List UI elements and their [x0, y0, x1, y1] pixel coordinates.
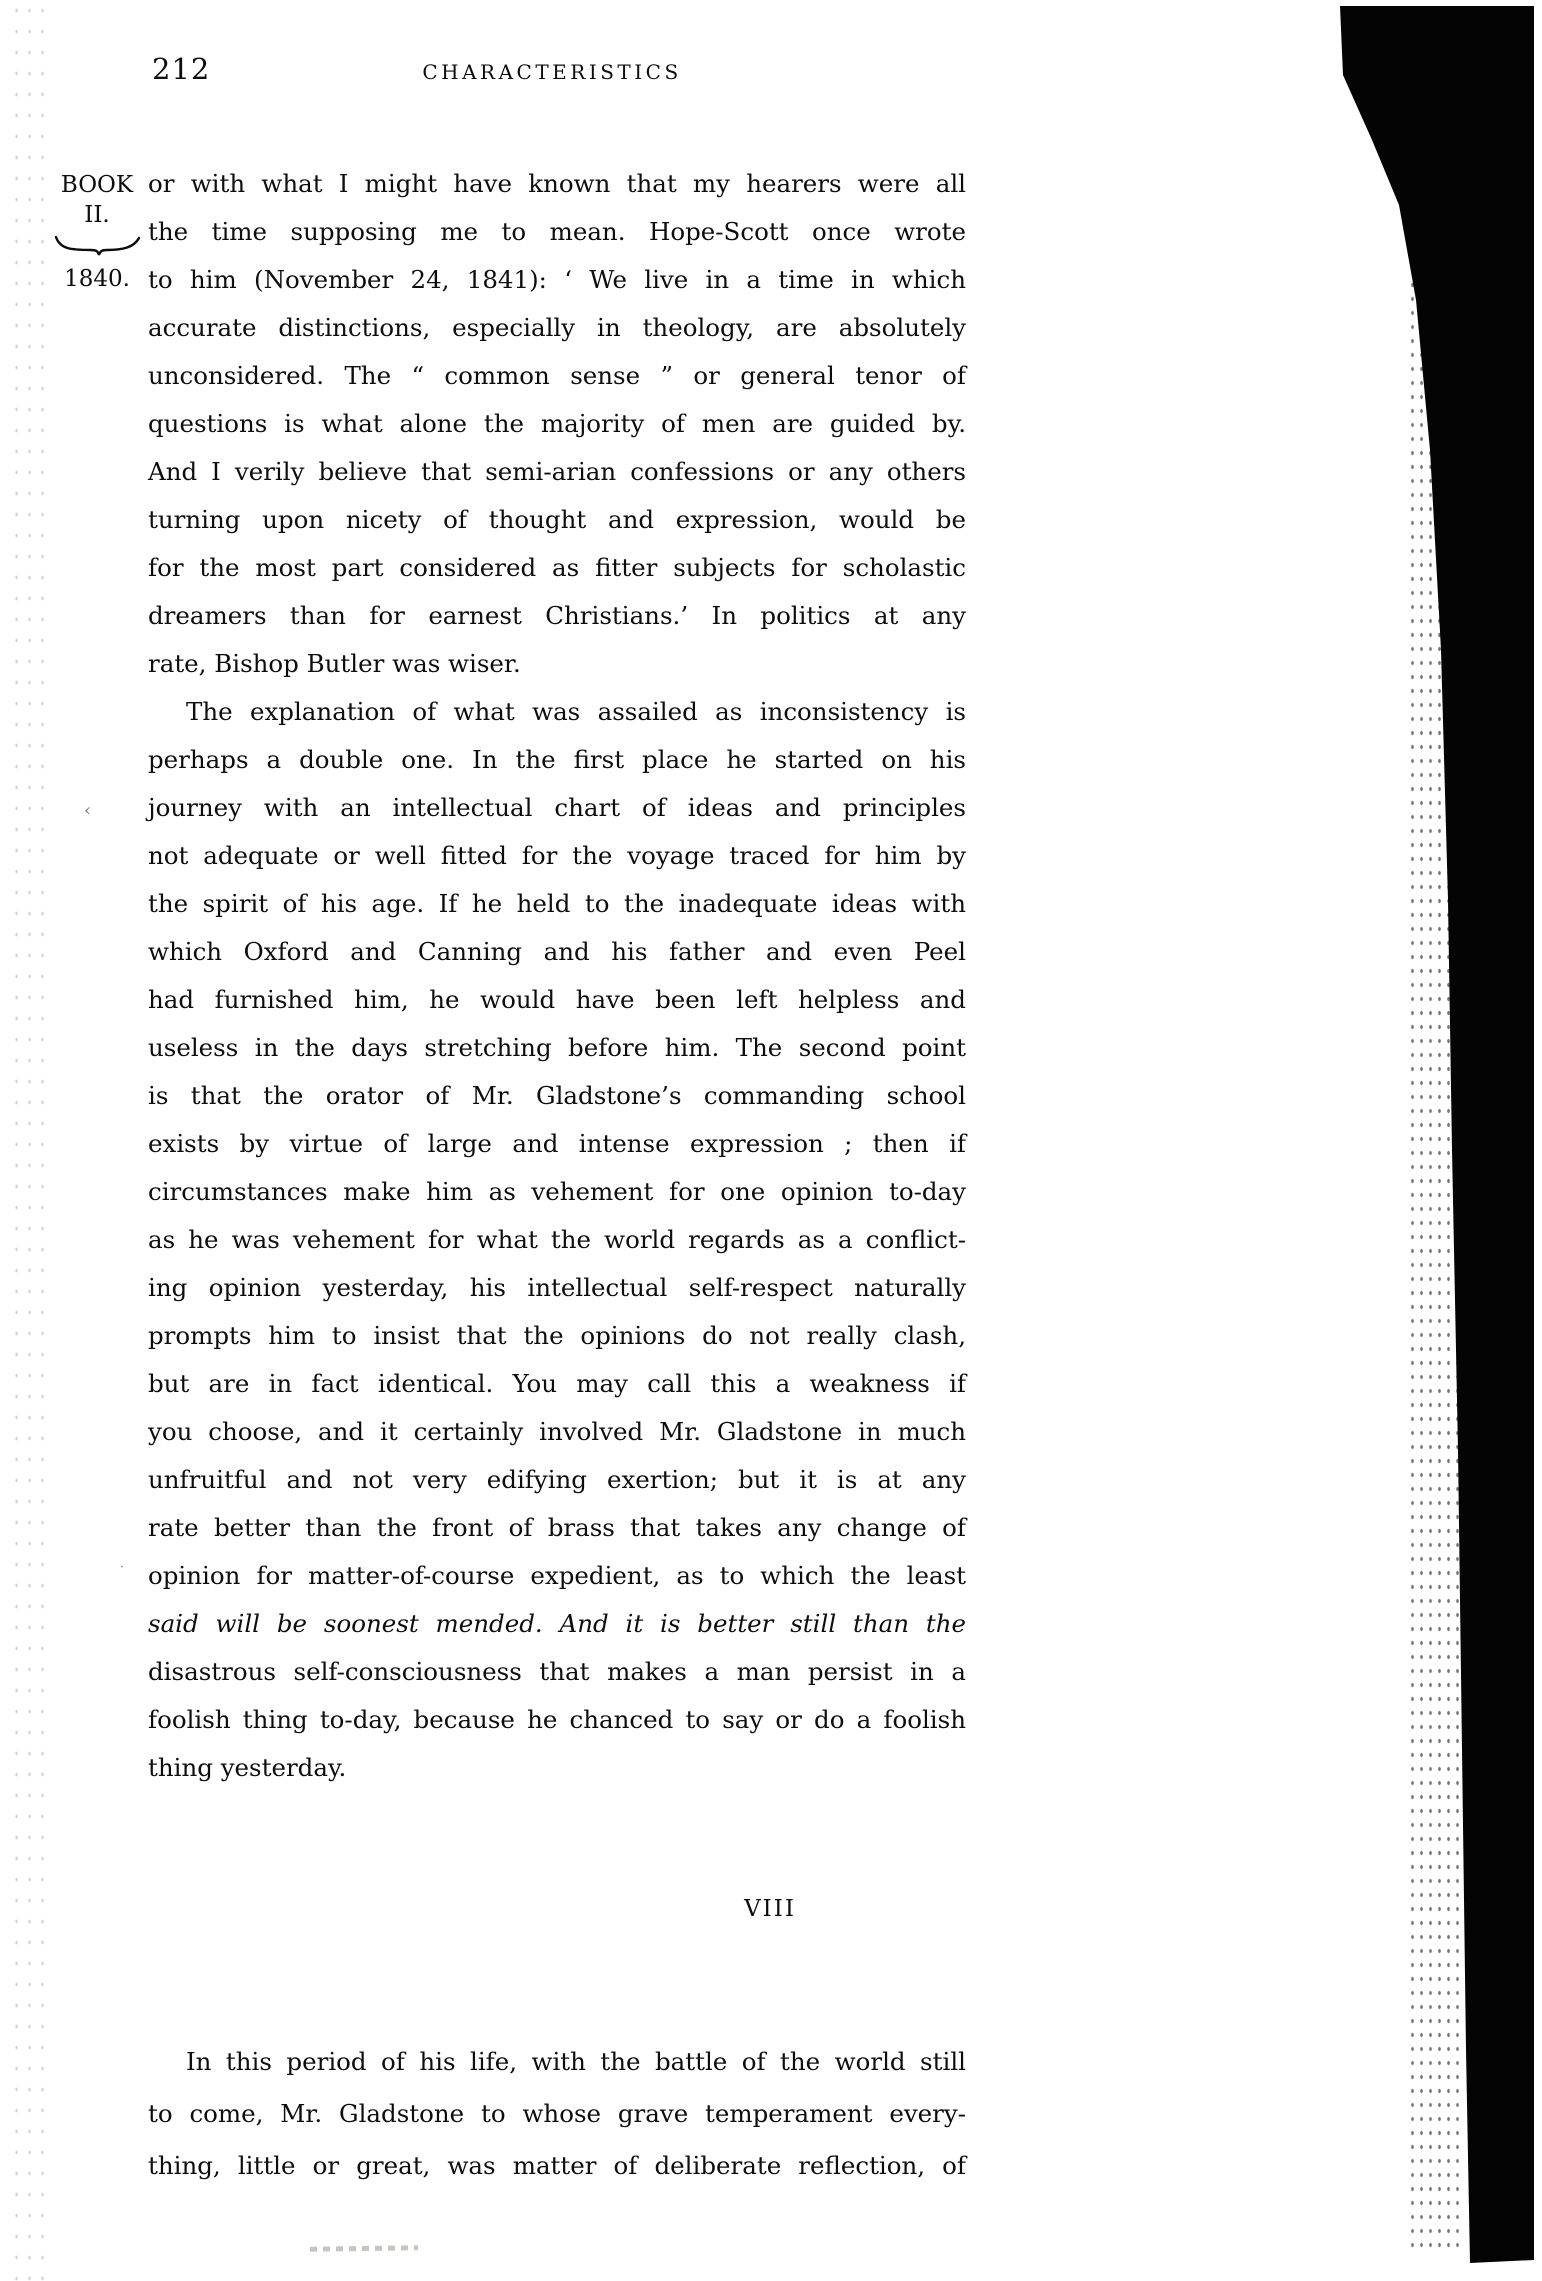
- text-line: to him (November 24, 1841): ‘ We live in a time in which: [148, 265, 966, 294]
- text-line: circumstances make him as vehement for one opinion to-day: [148, 1177, 966, 1206]
- scan-mark: ·: [120, 1560, 124, 1574]
- text-line: but are in fact identical. You may call this a weakness if: [148, 1369, 966, 1398]
- text-line: turning upon nicety of thought and expression, would be: [148, 505, 966, 534]
- text-line: unconsidered. The “ common sense ” or general tenor of: [148, 361, 966, 390]
- text-line: you choose, and it certainly involved Mr. Gladstone in much: [148, 1417, 966, 1446]
- text-line: foolish thing to-day, because he chanced to say or do a foolish: [148, 1705, 966, 1734]
- text-line: for the most part considered as fitter subjects for scholastic: [148, 553, 966, 582]
- text-line: is that the orator of Mr. Gladstone’s commanding school: [148, 1081, 966, 1110]
- running-head: CHARACTERISTICS: [422, 60, 682, 84]
- text-line: which Oxford and Canning and his father and even Peel: [148, 937, 966, 966]
- text-line: prompts him to insist that the opinions do not really clash,: [148, 1321, 966, 1350]
- text-line: accurate distinctions, especially in theology, are absolutely: [148, 313, 966, 342]
- text-line: And I verily believe that semi-arian confessions or any others: [148, 457, 966, 486]
- text-line: as he was vehement for what the world regards as a conflict-: [148, 1225, 966, 1254]
- text-line: opinion for matter-of-course expedient, as to which the least: [148, 1561, 966, 1590]
- text-line: journey with an intellectual chart of ideas and principles: [148, 793, 966, 822]
- text-line: rate, Bishop Butler was wiser.: [148, 649, 521, 678]
- text-line: the time supposing me to mean. Hope-Scott once wrote: [148, 217, 966, 246]
- text-line: unfruitful and not very edifying exertion; but it is at any: [148, 1465, 966, 1494]
- text-line: disastrous self-consciousness that makes a man persist in a: [148, 1657, 966, 1686]
- scan-mark: ‹: [84, 800, 92, 821]
- text-line: perhaps a double one. In the first place he started on his: [148, 745, 966, 774]
- text-line: to come, Mr. Gladstone to whose grave temperament every-: [148, 2099, 966, 2128]
- section-heading: VIII: [744, 1896, 796, 1922]
- text-line: In this period of his life, with the battle of the world still: [186, 2047, 966, 2076]
- book-label: BOOK: [60, 172, 134, 198]
- text-line: ing opinion yesterday, his intellectual self-respect naturally: [148, 1273, 966, 1302]
- text-line: questions is what alone the majority of men are guided by.: [148, 409, 966, 438]
- book-number-label: II.: [84, 202, 110, 228]
- margin-year: 1840.: [64, 266, 130, 292]
- text-line: exists by virtue of large and intense expression ; then if: [148, 1129, 966, 1158]
- text-line: or with what I might have known that my hearers were all: [148, 169, 966, 198]
- text-line: thing yesterday.: [148, 1753, 347, 1782]
- text-line: rate better than the front of brass that takes any change of: [148, 1513, 966, 1542]
- text-line: useless in the days stretching before him. The second point: [148, 1033, 966, 1062]
- text-line: dreamers than for earnest Christians.’ In politics at any: [148, 601, 966, 630]
- text-line: the spirit of his age. If he held to the inadequate ideas with: [148, 889, 966, 918]
- text-line: had furnished him, he would have been left helpless and: [148, 985, 966, 1014]
- page-number: 212: [152, 52, 211, 86]
- text-line: not adequate or well fitted for the voyage traced for him by: [148, 841, 966, 870]
- text-line: The explanation of what was assailed as inconsistency is: [186, 697, 966, 726]
- text-line: thing, little or great, was matter of deliberate reflection, of: [148, 2151, 966, 2180]
- text-line: said will be soonest mended. And it is better still than the: [148, 1609, 966, 1638]
